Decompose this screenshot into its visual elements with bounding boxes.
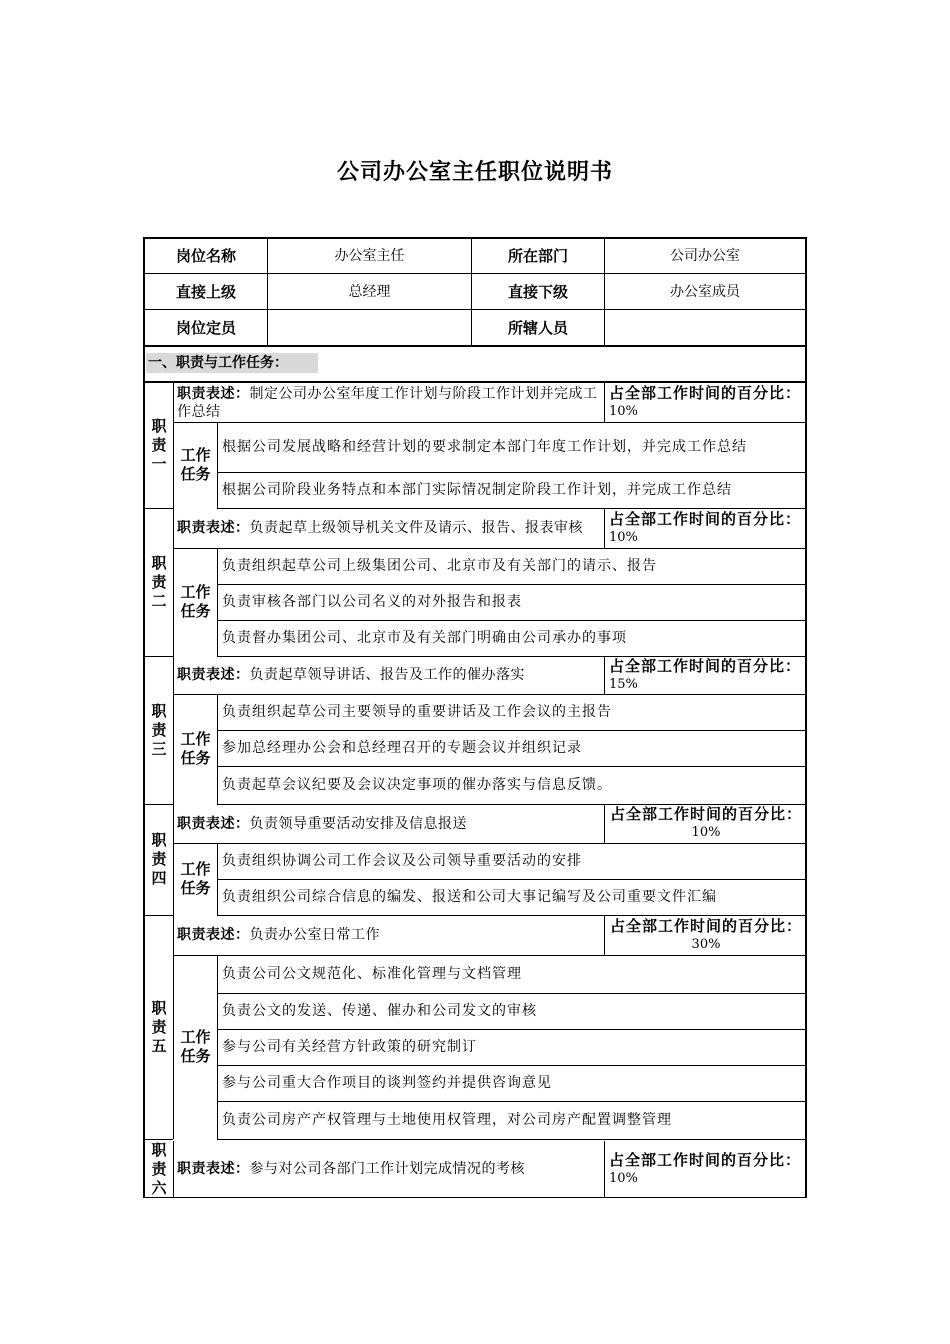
grid-line [217, 548, 218, 656]
task-item: 负责公文的发送、传递、催办和公司发文的审核 [222, 1003, 537, 1019]
percentage-label: 占全部工作时间的百分比： [609, 509, 802, 528]
task-item: 参加总经理办公会和总经理召开的专题会议并组织记录 [222, 740, 582, 756]
task-item: 负责起草会议纪要及会议决定事项的催办落实与信息反馈。 [222, 777, 612, 793]
time-percentage [609, 1142, 803, 1196]
duty-name [145, 1141, 173, 1197]
value-direct-subordinate: 办公室成员 [670, 283, 740, 300]
task-item: 负责审核各部门以公司名义的对外报告和报表 [222, 594, 522, 610]
task-label: 工作任务 [180, 860, 211, 897]
desc-text: 负责领导重要活动安排及信息报送 [249, 815, 467, 832]
percentage-value: 10% [691, 825, 721, 840]
grid-line [173, 1197, 807, 1198]
desc-text: 参与对公司各部门工作计划完成情况的考核 [249, 1161, 525, 1177]
time-percentage [609, 805, 803, 842]
desc-label: 职责表述： [177, 385, 250, 402]
percentage-label: 占全部工作时间的百分比： [609, 384, 802, 402]
duty-name-char: 职 [151, 1140, 167, 1159]
value-staff-under [605, 310, 805, 345]
percentage-label: 占全部工作时间的百分比： [609, 805, 802, 823]
task-item: 负责组织协调公司工作会议及公司领导重要活动的安排 [222, 853, 582, 869]
duty-name-char: 责 [151, 1017, 167, 1036]
percentage-label: 占全部工作时间的百分比： [609, 656, 802, 675]
grid-line [604, 915, 605, 955]
task-item: 负责督办集团公司、北京市及有关部门明确由公司承办的事项 [222, 630, 627, 646]
label-department: 所在部门 [507, 247, 568, 265]
duty-name [145, 915, 173, 1139]
label-staff-under: 所辖人员 [507, 318, 568, 337]
grid-line [217, 422, 218, 508]
task-item: 参与公司有关经营方针政策的研究制订 [222, 1039, 477, 1055]
percentage-label: 占全部工作时间的百分比： [609, 916, 802, 935]
desc-text: 负责起草上级领导机关文件及请示、报告、报表审核 [249, 520, 583, 536]
percentage-value: 10% [609, 404, 638, 419]
desc-label: 职责表述： [177, 927, 250, 943]
task-item: 负责组织公司综合信息的编发、报送和公司大事记编写及公司重要文件汇编 [222, 889, 717, 905]
grid-line [217, 1139, 807, 1140]
duty-name [145, 804, 173, 915]
time-percentage [609, 657, 803, 693]
percentage-value: 15% [609, 676, 638, 692]
task-item: 根据公司阶段业务特点和本部门实际情况制定阶段工作计划，并完成工作总结 [222, 482, 732, 498]
desc-label: 职责表述： [177, 815, 250, 832]
task-item: 负责公司房产产权管理与土地使用权管理，对公司房产配置调整管理 [222, 1112, 672, 1128]
duty-description [177, 657, 600, 693]
task-label: 工作任务 [180, 446, 211, 483]
grid-line [217, 955, 218, 1139]
grid-line [604, 804, 605, 843]
duty-description [177, 916, 600, 954]
label-position-name: 岗位名称 [175, 247, 236, 265]
desc-label: 职责表述： [177, 667, 250, 683]
duty-name-char: 二 [151, 591, 167, 610]
grid-line [604, 656, 605, 694]
value-department: 公司办公室 [670, 248, 740, 264]
duty-description [177, 384, 600, 421]
percentage-value: 30% [691, 936, 721, 952]
desc-label: 职责表述： [177, 1161, 250, 1177]
duty-name-char: 一 [151, 455, 167, 473]
percentage-value: 10% [609, 1170, 638, 1186]
task-item: 根据公司发展战略和经营计划的要求制定本部门年度工作计划，并完成工作总结 [222, 439, 747, 455]
desc-label: 职责表述： [177, 520, 250, 536]
value-position-name: 办公室主任 [334, 248, 405, 264]
duty-name [145, 383, 173, 508]
grid-line [604, 1141, 605, 1197]
value-headcount [268, 310, 471, 345]
percentage-label: 占全部工作时间的百分比： [609, 1150, 802, 1169]
desc-text: 制定公司办公室年度工作计划与阶段工作计划并完成工作总结 [177, 385, 598, 420]
task-item: 负责组织起草公司上级集团公司、北京市及有关部门的请示、报告 [222, 558, 657, 574]
duty-name-char: 责 [151, 1159, 167, 1178]
label-direct-subordinate: 直接下级 [507, 282, 568, 301]
duty-description [177, 1142, 600, 1196]
duty-name-char: 职 [151, 831, 167, 849]
percentage-value: 10% [609, 529, 638, 545]
section-title: 一、职责与工作任务： [146, 353, 318, 373]
duty-name-char: 六 [151, 1178, 167, 1197]
duty-name-char: 职 [151, 998, 167, 1017]
duty-name-char: 责 [151, 436, 167, 454]
page-title: 公司办公室主任职位说明书 [336, 160, 613, 185]
grid-line [604, 508, 605, 548]
grid-line [217, 694, 218, 804]
duty-name-char: 五 [151, 1036, 167, 1055]
label-direct-superior: 直接上级 [175, 282, 236, 301]
duty-name [145, 508, 173, 656]
duty-name-char: 责 [151, 720, 167, 739]
duty-name-char: 职 [151, 701, 167, 720]
desc-text: 负责起草领导讲话、报告及工作的催办落实 [249, 667, 525, 683]
task-item: 负责组织起草公司主要领导的重要讲话及工作会议的主报告 [222, 704, 612, 720]
task-label: 工作任务 [180, 1028, 211, 1065]
duty-name-char: 责 [151, 572, 167, 591]
desc-text: 负责办公室日常工作 [249, 927, 380, 943]
duty-name-char: 职 [151, 553, 167, 572]
time-percentage [609, 509, 803, 547]
grid-line [604, 383, 605, 422]
label-headcount: 岗位定员 [175, 318, 236, 337]
task-label: 工作任务 [180, 730, 211, 767]
time-percentage [609, 384, 803, 421]
duty-description [177, 509, 600, 547]
task-label: 工作任务 [180, 583, 211, 620]
time-percentage [609, 916, 803, 954]
duty-name [145, 656, 173, 804]
grid-line [143, 1197, 173, 1198]
duty-name-char: 三 [151, 739, 167, 758]
task-item: 参与公司重大合作项目的谈判签约并提供咨询意见 [222, 1075, 552, 1091]
duty-name-char: 职 [151, 417, 167, 435]
duty-name-char: 责 [151, 850, 167, 868]
task-item: 负责公司公文规范化、标准化管理与文档管理 [222, 966, 522, 982]
grid-line [173, 1141, 174, 1197]
duty-name-char: 四 [151, 869, 167, 887]
value-direct-superior: 总经理 [348, 283, 391, 300]
duty-description [177, 805, 600, 842]
